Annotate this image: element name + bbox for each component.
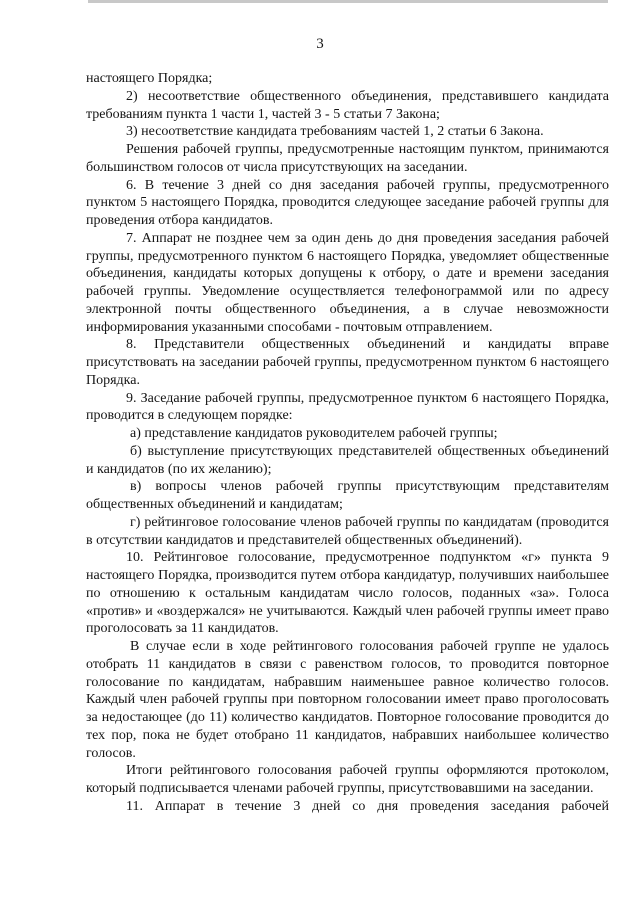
paragraph: 9. Заседание рабочей группы, предусмотренное пунктом 6 настоящего Порядка, проводится в следующем порядке: xyxy=(86,390,609,424)
paragraph: 2) несоответствие общественного объединения, представившего кандидата требованиям пункта 1 части 1, частей 3 - 5 статьи 7 Закона; xyxy=(86,88,609,122)
scan-edge-mark xyxy=(88,0,608,3)
paragraph: 7. Аппарат не позднее чем за один день до дня проведения заседания рабочей группы, предусмотренного пунктом 6 настоящего Порядка, уведомляет общественные объединения, кандидаты которых допущены к отбору, о дате и времени заседания рабочей группы. Уведомление осуществляется телефонограммой или по адресу электронной почты общественного объединения, а в случае невозможности информирования указанными способами - почтовым отправлением. xyxy=(86,230,609,335)
paragraph: В случае если в ходе рейтингового голосования рабочей группе не удалось отобрать 11 кандидатов в связи с равенством голосов, то проводится повторное голосование по кандидатам, набравшим наименьшее равное количество голосов. Каждый член рабочей группы при повторном голосовании имеет право проголосовать за недостающее (до 11) количество кандидатов. Повторное голосование проводится до тех пор, пока не будет отобрано 11 кандидатов, набравших наибольшее количество голосов. xyxy=(86,639,609,761)
list-item: б) выступление присутствующих представителей общественных объединений и кандидатов (по их желанию); xyxy=(86,443,609,477)
paragraph: 3) несоответствие кандидата требованиям частей 1, 2 статьи 6 Закона. xyxy=(126,124,544,140)
document-body xyxy=(86,70,609,816)
paragraph: Решения рабочей группы, предусмотренные настоящим пунктом, принимаются большинством голосов от числа присутствующих на заседании. xyxy=(86,142,609,175)
paragraph: 11. Аппарат в течение 3 дней со дня проведения заседания рабочей xyxy=(126,798,609,814)
paragraph: 6. В течение 3 дней со дня заседания рабочей группы, предусмотренного пунктом 5 настоящего Порядка, проводится следующее заседание рабочей группы для проведения отбора кандидатов. xyxy=(86,177,609,228)
list-item: а) представление кандидатов руководителем рабочей группы; xyxy=(130,426,498,441)
paragraph: настоящего Порядка; xyxy=(86,71,213,86)
paragraph: 10. Рейтинговое голосование, предусмотренное подпунктом «г» пункта 9 настоящего Порядка, производится путем отбора кандидатур, получивших наибольшее по отношению к остальным кандидатам число голосов, поданных «за». Голоса «против» и «воздержался» не учитываются. Каждый член рабочей группы имеет право проголосовать за 11 кандидатов. xyxy=(86,550,609,637)
paragraph: Итоги рейтингового голосования рабочей группы оформляются протоколом, который подписывается членами рабочей группы, присутствовавшими на заседании. xyxy=(86,763,609,796)
list-item: г) рейтинговое голосование членов рабочей группы по кандидатам (проводится в отсутствии кандидатов и представителей общественных объединений). xyxy=(86,514,609,548)
page-number: 3 xyxy=(316,36,324,52)
paragraph: 8. Представители общественных объединений и кандидаты вправе присутствовать на заседании рабочей группы, предусмотренном пунктом 6 настоящего Порядка. xyxy=(86,337,609,388)
list-item: в) вопросы членов рабочей группы присутствующим представителям общественных объединений и кандидатам; xyxy=(86,479,609,512)
